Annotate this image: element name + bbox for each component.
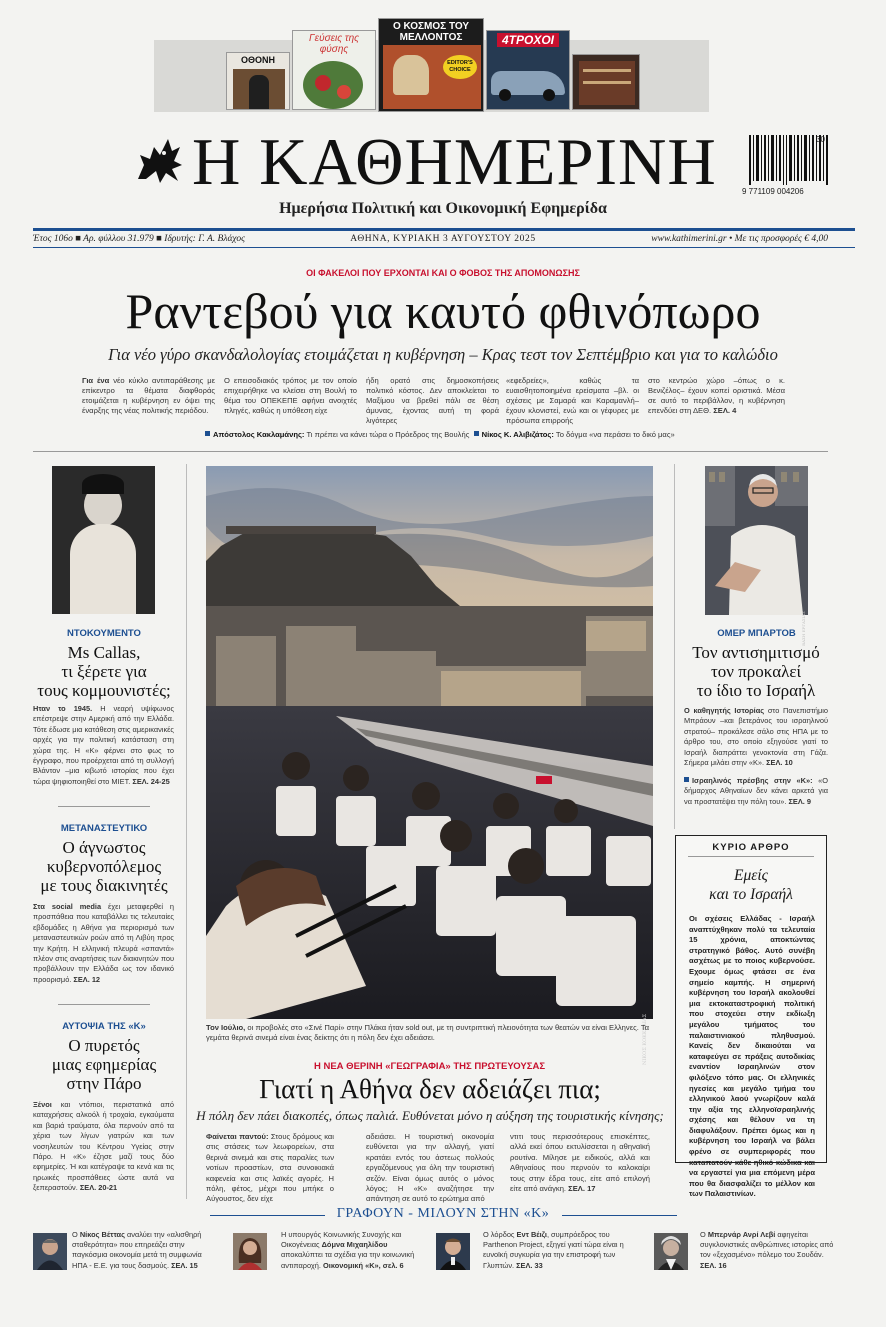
caption-lead: Τον Ιούλιο, [206, 1023, 246, 1032]
page-ref[interactable]: ΣΕΛ. 16 [700, 1260, 727, 1270]
supplement-image [583, 69, 631, 72]
lead-column-lead: Για ένα [82, 376, 110, 385]
contributor-name[interactable]: Νίκος Βέττας [79, 1230, 125, 1239]
contributor-name[interactable]: Δόμνα Μιχαηλίδου [321, 1240, 388, 1250]
header-rule [562, 1215, 677, 1216]
story-divider [58, 1004, 150, 1005]
supplement-image [393, 55, 429, 95]
story-section: ΝΤΟΚΟΥΜΕΝΤΟ [67, 628, 141, 639]
contributor-item [483, 1230, 629, 1271]
contributor-name[interactable]: Εντ Βέιζι [516, 1230, 547, 1239]
story-text: έχει μεταφερθεί η προσπάθεια που καταβάλλει τις τελευταίες εβδομάδες η Αθήνα για περιορισμό των μεταναστευτικών ροών από τη Λιβύη προς την Κρήτη. Η ελληνική πλευρά «σπαντά» πλέον στις αναρτήσεις των διακινητών που προβάλλουν την Ελλάδα ως τον ιδανικό προορισμό. [33, 902, 174, 984]
photo-credit: ΒΑΣΗ ΕΡΓΑΣΙΑΣ [801, 611, 806, 646]
lead-column-text: Ο επεισοδιακός τρόπος με τον οποίο επιχειρήθηκε να κλείσει στη Βουλή το θέμα του ΟΠΕΚΕΠΕ αφήνει ανοιχτές πληγές, καθώς η υπόθεση είχε [224, 376, 357, 415]
athens-column [366, 1132, 494, 1205]
section-rule [33, 451, 828, 452]
headline-line: τι ξέρετε για [61, 662, 147, 681]
athens-kicker: Η ΝΕΑ ΘΕΡΙΝΗ «ΓΕΩΓΡΑΦΙΑ» ΤΗΣ ΠΡΩΤΕΥΟΥΣΑΣ [313, 1061, 546, 1072]
story-body [33, 902, 174, 985]
contributor-name[interactable]: Μπερνάρ Ανρί Λεβί [707, 1230, 776, 1239]
edition-price[interactable]: www.kathimerini.gr • Με τις προσφορές € 4,00 [651, 234, 828, 244]
barcode-issue: 30 [816, 135, 825, 144]
story-divider [58, 806, 150, 807]
story-headline[interactable] [30, 643, 178, 700]
story-body [33, 704, 174, 787]
page-ref[interactable]: ΣΕΛ. 15 [171, 1260, 198, 1270]
headline-line: το ίδιο το Ισραήλ [696, 681, 816, 700]
supplement-image [303, 61, 363, 109]
headline-line: Τον αντισημιτισμό [692, 643, 820, 662]
edition-info: Έτος 106ο ■ Αρ. φύλλου 31.979 ■ Ιδρυτής: Γ. Α. Βλάχος [33, 234, 246, 244]
edition-date: ΑΘΗΝΑ, ΚΥΡΙΑΚΗ 3 ΑΥΓΟΥΣΤΟΥ 2025 [350, 234, 536, 244]
story-lead: Ηταν το 1945. [33, 704, 93, 713]
barcode-number: 9 771109 004206 [742, 187, 804, 196]
lead-column [224, 376, 357, 416]
headline-line: στην Πάρο [66, 1074, 142, 1093]
photo-hair [82, 474, 124, 494]
lead-deck: Για νέο γύρο σκανδαλολογίας ετοιμάζεται η κυβέρνηση – Κρας τεστ τον Σεπτέμβριο και για το καλώδιο [108, 345, 778, 364]
supplement-image [315, 75, 331, 91]
athens-headline[interactable]: Γιατί η Αθήνα δεν αδειάζει πια; [259, 1074, 601, 1104]
contributor-pre: Ο λόρδος [483, 1230, 517, 1239]
photo-caption [206, 1023, 653, 1043]
related-author[interactable]: Απόστολος Κακλαμάνης: [213, 430, 305, 439]
supplement-4trohoi[interactable] [486, 30, 570, 110]
lead-headline[interactable]: Ραντεβού για καυτό φθινόπωρο [125, 283, 761, 339]
headline-line: μιας εφημερίας [51, 1055, 157, 1074]
lead-column [366, 376, 499, 426]
editorial-body: Οι σχέσεις Ελλάδας - Ισραήλ αναπτύχθηκαν πολύ τα τελευταία 15 χρόνια, αποκτώντας στρατηγικό βάθος. Αυτό συνέβη ασχέτως με το ποιος κυβερνούσε. Εχουμε όμως φτάσει σε ένα σημείο καμπής. Η σημερινή κυβέρνηση του Ισραήλ ακολουθεί μια εκτοκαταστροφική πολιτική που στοχεύει στην εκδίωξη μεγάλου τμήματος του παλαιστινιακού πληθυσμού. Κανείς δεν δικαιούται να καταφεύγει σε πράξεις αυτοδικίας εναντίον Ισραηλινών στον φιλόξενο τόπο μας. Οι ελληνικές ηγεσίες και μεγάλο τμήμα του ελληνικού λαού γνωρίζουν καλά την αξία της ελληνοϊσραηλινής σχέσης και θέλουν να τη διαφυλάξουν. Πρέπει όμως και η κυβέρνηση του Ισραήλ να βάλει φρένο σε συμπεριφορές που καταπατούν κάθε ηθικό κώδικα και να εργαστεί για μια επόμενη μέρα που θα διασφαλίζει το μέλλον και των Παλαιστινίων. [689, 914, 815, 1199]
page-ref[interactable]: ΣΕΛ. 9 [788, 796, 811, 806]
lead-column-text: στο κεντρώο χώρο –όπως ο κ. Βενιζέλος– έχουν κοπεί οριστικά. Μέσα σε αυτό το περιβάλλον, η κυβέρνηση επενδύει στη ΔΕΘ. [648, 376, 785, 415]
contributor-pre: Η υπουργός Κοινωνικής Συνοχής και Οικογένειας [281, 1230, 402, 1250]
story-lead: Ξένοι [33, 1100, 52, 1109]
headline-line: Ms Callas, [67, 643, 141, 662]
related-author[interactable]: Νίκος Κ. Αλιβιζάτος: [481, 430, 554, 439]
headline-line: Ο άγνωστος [62, 838, 146, 857]
editors-choice-badge: EDITOR'S CHOICE [443, 55, 477, 79]
supplement-title: Γεύσεις της φύσης [308, 33, 360, 55]
contributor-item [72, 1230, 218, 1271]
related-title[interactable]: Τι πρέπει να κάνει τώρα ο Πρόεδρος της Βουλής [306, 430, 470, 439]
note-lead: Ισραηλινός πρέσβης στην «Κ»: [692, 776, 813, 785]
headline-line: κυβερνοπόλεμος [46, 857, 162, 876]
story-section: ΑΥΤΟΨΙΑ ΤΗΣ «Κ» [62, 1021, 146, 1032]
page-ref[interactable]: ΣΕΛ. 24-25 [132, 776, 170, 786]
kathimerini-griffin-icon [134, 135, 184, 187]
lead-column-text: ήδη ορατό στις δημοσκοπήσεις πολιτικό κόστος. Δεν αποκλείεται το Μαξίμου να βρεθεί πάλι σε θέση άμυνας, έχοντας αυτή τη φορά λιγότερες [366, 376, 499, 425]
column-text: ντιτι τους περισσότερους επισκέπτες, αλλά εκεί όπου εκτυλίσσεται η αθηναϊκή ρουτίνα. Μίλησε με ειδικούς, αλλά και Αθηναίους που περνούν το καλοκαίρι τους στην έδρα τους, είτε από επιλογή είτε από ανάγκη. [510, 1132, 650, 1194]
contributor-text: αποκαλύπτει τα σχέδια για την κοινωνική αντιπαροχή. [281, 1250, 415, 1270]
contributor-item [700, 1230, 840, 1271]
lead-column-text: «εφεδρείες», καθώς τα ευαισθητοποιημένα ερείσματα –βλ. οι σχέσεις με Σαμαρά και Καραμανλή– έχουν κλονιστεί, ενώ και οι γέφυρες με πρόσωπα επιρροής [506, 376, 639, 425]
contributor-text: αναλύει την «αλισθηρή σταθερότητα» που επηρεάζει στην παγκόσμια οικονομία μετά τη συμφωνία ΗΠΑ - Ε.Ε. για τους δασμούς. [72, 1230, 202, 1270]
edition-rule [33, 247, 855, 248]
avatar-michailidou[interactable] [233, 1233, 267, 1270]
avatar-vaizey[interactable] [436, 1233, 470, 1270]
avatar-artwork [33, 1233, 67, 1270]
avatar-artwork [233, 1233, 267, 1270]
related-title[interactable]: Το δόγμα «να περάσει το δικό μας» [555, 430, 675, 439]
story-section: ΜΕΤΑΝΑΣΤΕΥΤΙΚΟ [60, 823, 148, 834]
editorial-box[interactable] [675, 835, 827, 1199]
editorial-title[interactable] [676, 866, 826, 904]
page-ref[interactable]: ΣΕΛ. 10 [766, 758, 793, 768]
avatar-levy[interactable] [654, 1233, 688, 1270]
headline-line: με τους διακινητές [40, 876, 168, 895]
contributor-text: αφηγείται συγκλονιστικές ανθρώπινες ιστορίες από τον «ξεχασμένο» πόλεμο του Σουδάν. [700, 1230, 834, 1260]
athens-column [510, 1132, 650, 1194]
supplements-strip [154, 21, 709, 112]
masthead-rule [33, 228, 855, 231]
lead-related [205, 430, 675, 439]
contributors-header: ΓΡΑΦΟΥΝ - ΜΙΛΟΥΝ ΣΤΗΝ «Κ» [336, 1206, 550, 1221]
car-wheel [543, 89, 555, 101]
story-text: και ντόπιοι, περιστατικά από καταχρήσεις αλκοόλ ή τροχαία, εγκαύματα και βαριά τραύματα, όλα περνούν από τα χέρια των λίγων γιατρών και των νοσηλευτών του Κέντρου Υγείας στην Πάρο. Η «Κ» έζησε μαζί τους δύο εφημερίες. Ή και κατέγραψε τα κενά και τις ηρωικές προσπάθειες ώστε αυτά να ξεπεραστούν. [33, 1100, 174, 1193]
supplement-kosmos[interactable] [378, 18, 484, 112]
supplement-figure [249, 75, 269, 109]
supplement-gefseis[interactable] [292, 30, 376, 110]
bullet-icon [474, 431, 479, 436]
column-lead: Φαίνεται παντού: [206, 1132, 269, 1141]
page-ref[interactable]: ΣΕΛ. 20-21 [79, 1183, 118, 1193]
photo-credit: ΝΙΚΟΣ ΚΟΚΚΑΛΙΑΣ [642, 1014, 648, 1065]
contributor-text: , συμπρόεδρος του Parthenon Project, εξηγεί γιατί τώρα είναι η ευνοϊκή συγκυρία για την επιστροφή των Γλυπτών. [483, 1230, 624, 1270]
lead-column [82, 376, 215, 416]
title-line: Εμείς [734, 867, 768, 884]
contributor-item [281, 1230, 427, 1271]
lead-column [648, 376, 785, 416]
headline-line: Ο πυρετός [68, 1036, 140, 1055]
column-text: Στους δρόμους και στις στάσεις των λεωφορείων, στα θερινά σινεμά και στις παραλίες των νοτίων προαστίων, στα συνοικιακά καφενεία και στις λαϊκές αγορές. Η πόλη, φέτος, μέχρι που μπήκε ο Αύγουστος, δεν είχε [206, 1132, 334, 1204]
lead-column-text: νέο κύκλο αντιπαράθεσης με επίκεντρο τα θέματα διαφθοράς ετοιμάζεται η κυβέρνηση εν όψει της έναρξης της νέας πολιτικής περιόδου. [82, 376, 215, 415]
contributor-pre: Ο [72, 1230, 80, 1239]
supplement-othoni[interactable] [226, 52, 290, 110]
athens-column [206, 1132, 334, 1205]
title-line: και το Ισραήλ [709, 886, 793, 903]
headline-line: τους κομμουνιστές; [37, 681, 171, 700]
supplement-k[interactable] [572, 54, 640, 110]
supplement-title: Ο ΚΟΣΜΟΣ ΤΟΥ ΜΕΛΛΟΝΤΟΣ [392, 21, 470, 43]
caption-text: οι προβολές στο «Σινέ Παρί» στην Πλάκα ήταν sold out, με τη συντριπτική πλειονότητα των θεατών να είναι Ελληνες. Τα γεμάτα θερινά σινεμά είναι ένας δείκτης ότι η πόλη δεν έχει αδειάσει. [206, 1023, 650, 1042]
supplement-title: ΟΘΟΝΗ [240, 55, 275, 65]
car-wheel [499, 89, 511, 101]
editorial-rule [688, 856, 814, 857]
lead-column [506, 376, 639, 426]
story-lead: Ο καθηγητής Ιστορίας [684, 706, 765, 715]
page-ref[interactable]: ΣΕΛ. 4 [713, 406, 737, 415]
story-text: στο Πανεπιστήμιο Μπράουν –και βετεράνος του ισραηλινού στρατού– προκάλεσε σάλο στις ΗΠΑ με το άρθρο του, στο οποίο εξηγούσε γιατί το Ισραήλ διαπράττει γενοκτονία στη Γάζα. Σήμερα μιλάει στην «Κ». [684, 706, 828, 768]
story-text: Η νεαρή υψίφωνος επέστρεψε στην Αμερική από την Ελλάδα. Τότε έδωσε μια κατάθεση στις αμερικανικές αρχές για την πολιτική κατάσταση στη χώρα της. Η «Κ» φέρνει στο φως το έγγραφο, που προέρχεται από τη συλλογή Βλάντον –μια κιβωτό ιστορίας που έχει τώρα ψηφιοποιηθεί στο ΜΙΕΤ. [33, 704, 175, 786]
lead-kicker: ΟΙ ΦΑΚΕΛΟΙ ΠΟΥ ΕΡΧΟΝΤΑΙ ΚΑΙ Ο ΦΟΒΟΣ ΤΗΣ ΑΠΟΜΟΝΩΣΗΣ [306, 268, 580, 278]
callas-photo[interactable] [52, 466, 155, 614]
story-headline[interactable] [30, 1036, 178, 1093]
story-body [33, 1100, 174, 1194]
story-lead: Στα social media [33, 902, 102, 911]
supplement-image [337, 85, 351, 99]
avatar-artwork [654, 1233, 688, 1270]
newspaper-title[interactable]: Η ΚΑΘΗΜΕΡΙΝΗ [192, 125, 717, 199]
bullet-icon [205, 431, 210, 436]
bullet-icon [684, 777, 689, 782]
newspaper-subtitle: Ημερήσια Πολιτική και Οικονομική Εφημερίδα [279, 200, 607, 217]
avatar-artwork [436, 1233, 470, 1270]
column-text: αδειάσει. Η τουριστική οικονομία ευθύνεται για την αλλαγή, γιατί κρατάει εντός του άστεως πολλούς εργαζόμενους για όλη την τουριστική σεζόν. Είναι όμως αυτός ο μόνος λόγος; Η «Κ» αναζήτησε την απάντηση σε αυτό το ερώτημα από [366, 1132, 494, 1204]
column-divider [674, 464, 675, 829]
note-text: «Ο δήμαρχος Αθηναίων δεν κάνει αρκετά για να προστατέψει την πόλη του». [684, 776, 828, 806]
page-ref[interactable]: ΣΕΛ. 17 [568, 1184, 596, 1194]
story-note [684, 776, 828, 807]
contributor-pre: Ο [700, 1230, 708, 1239]
story-body [684, 706, 828, 768]
avatar-vettas[interactable] [33, 1233, 67, 1270]
athens-deck: Η πόλη δεν πάει διακοπές, όπως παλιά. Ευθύνεται μόνο η αύξηση της τουριστικής κίνησης; [196, 1108, 664, 1123]
headline-line: τον προκαλεί [710, 662, 802, 681]
story-headline[interactable] [30, 838, 178, 895]
story-headline[interactable] [680, 643, 832, 700]
page-ref[interactable]: Οικονομική «Κ», σελ. 6 [323, 1260, 404, 1270]
page-ref[interactable]: ΣΕΛ. 33 [516, 1260, 543, 1270]
photo-dress [70, 524, 136, 614]
supplement-image [583, 81, 631, 84]
supplement-title: 4ΤΡΟΧΟΙ [497, 33, 559, 47]
story-section: ΟΜΕΡ ΜΠΑΡΤΟΒ [717, 628, 796, 639]
editorial-label: ΚΥΡΙΟ ΑΡΘΡΟ [712, 842, 790, 853]
page-ref[interactable]: ΣΕΛ. 12 [73, 974, 101, 984]
